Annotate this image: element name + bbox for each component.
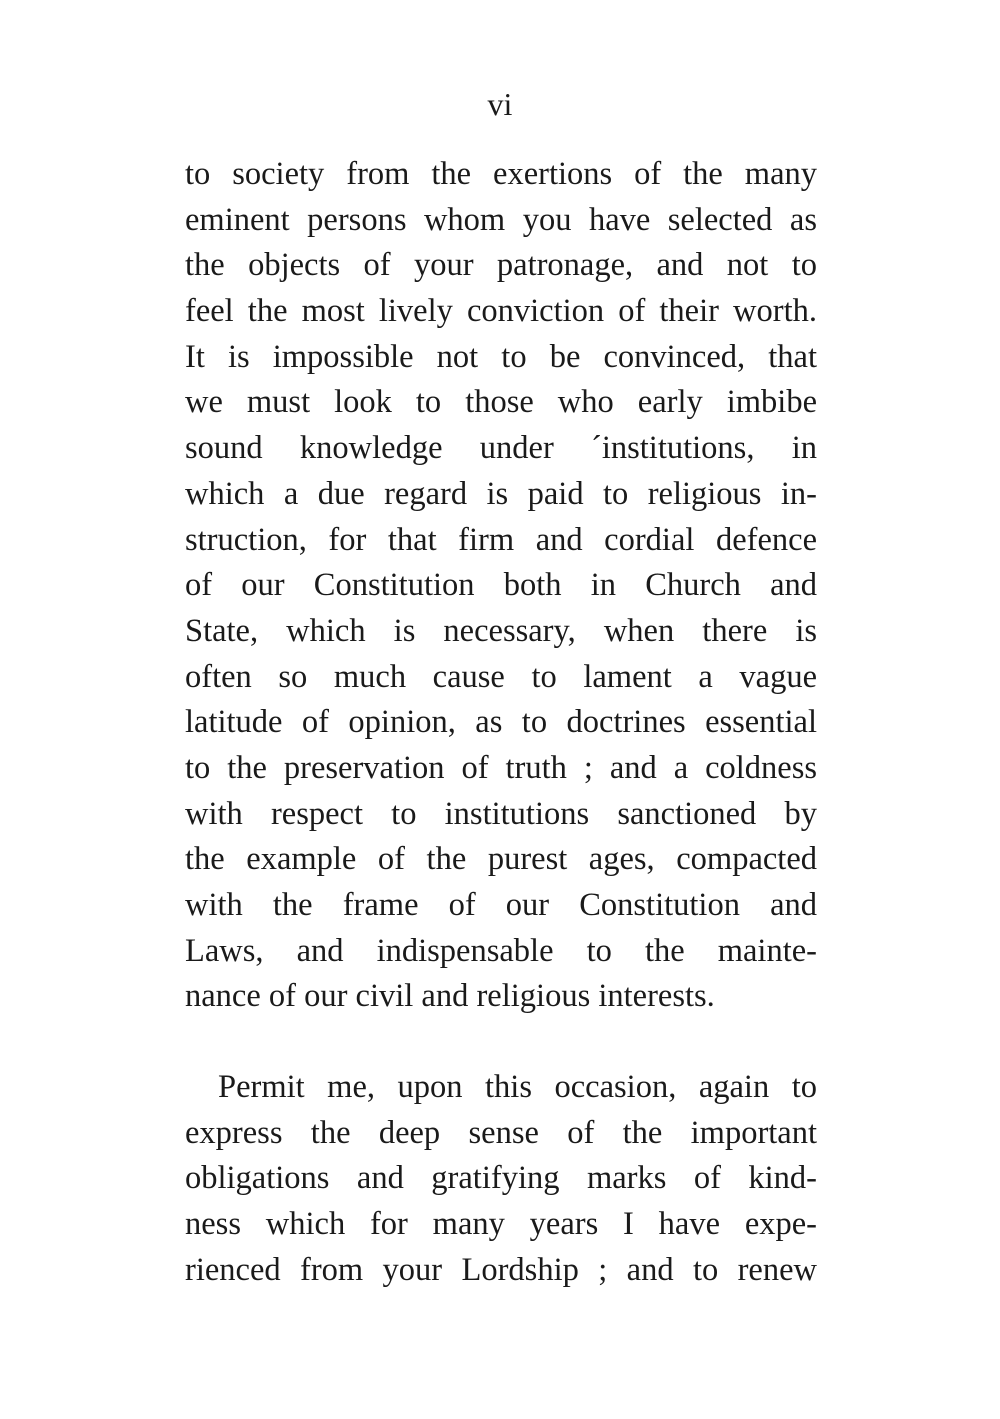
text-line: we must look to those who early imbibe [185,384,817,421]
text-line: express the deep sense of the important [185,1114,817,1151]
text-line: Permit me, upon this occasion, again to [218,1069,817,1105]
text-line: with the frame of our Constitution and [185,887,817,923]
page-number: vi [487,86,513,122]
text-line: latitude of opinion, as to doctrines essential [185,704,817,741]
text-line: which a due regard is paid to religious in- [185,475,817,512]
text-line: of our Constitution both in Church and [185,567,817,604]
text-line: It is impossible not to be convinced, that [185,338,817,375]
text-line: to the preservation of truth ; and a coldness [185,749,817,786]
text-line: ness which for many years I have expe- [185,1206,817,1243]
text-line: feel the most lively conviction of their worth. [185,293,817,330]
text-line: the objects of your patronage, and not to [185,247,817,284]
text-line: rienced from your Lordship ; and to renew [185,1251,817,1288]
text-line: struction, for that firm and cordial defence [185,521,817,558]
text-line: Laws, and indispensable to the mainte- [185,932,817,969]
text-line: eminent persons whom you have selected as [185,201,817,238]
paragraph-2 [185,1065,817,1293]
paragraph-1 [185,152,817,1020]
text-line: with respect to institutions sanctioned by [185,795,817,832]
text-line: to society from the exertions of the many [185,156,817,192]
text-line: State, which is necessary, when there is [185,612,817,649]
text-line: sound knowledge under ´institutions, in [185,430,817,467]
text-line: often so much cause to lament a vague [185,658,817,695]
text-line: obligations and gratifying marks of kind- [185,1160,817,1197]
text-line: nance of our civil and religious interests. [185,978,715,1015]
text-line: the example of the purest ages, compacted [185,841,817,878]
